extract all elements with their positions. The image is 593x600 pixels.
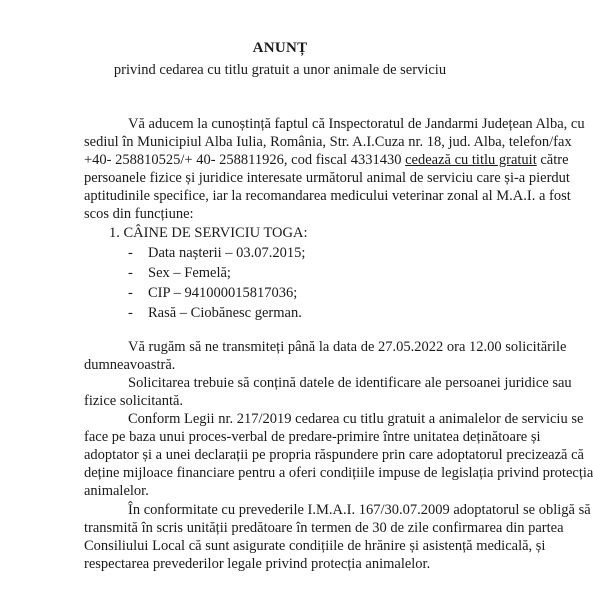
law-line-4: deține mijloace financiare pentru a oferi condițiile impuse de legislația privind protecția — [84, 465, 593, 481]
intro-emphasis-underlined: cedează cu titlu gratuit — [405, 152, 537, 168]
compliance-line-1: În conformitate cu prevederile I.M.A.I. 167/30.07.2009 adoptatorul se obligă să — [128, 502, 591, 518]
animal-detail-sex: Sex – Femelă; — [148, 265, 231, 281]
requirement-line-1: Solicitarea trebuie să conțină datele de identificare ale persoanei juridice sau — [128, 375, 572, 391]
intro-line-3 — [84, 152, 569, 169]
request-line-1: Vă rugăm să ne transmiteți până la data de 27.05.2022 ora 12.00 solicitările — [128, 339, 567, 355]
animal-heading: 1. CÂINE DE SERVICIU TOGA: — [109, 225, 308, 241]
law-line-1: Conform Legii nr. 217/2019 cedarea cu titlu gratuit a animalelor de serviciu se — [128, 411, 584, 427]
animal-detail-dash: - — [128, 285, 133, 301]
intro-line-2: sediul în Municipiul Alba Iulia, România, Str. A.I.Cuza nr. 18, jud. Alba, telefon/fax — [84, 134, 572, 150]
request-line-2: dumneavoastră. — [84, 357, 176, 373]
animal-detail-breed: Rasă – Ciobănesc german. — [148, 305, 302, 321]
intro-line-1: Vă aducem la cunoștință faptul că Inspectoratul de Jandarmi Județean Alba, cu — [128, 116, 585, 132]
document-subtitle: privind cedarea cu titlu gratuit a unor animale de serviciu — [113, 62, 447, 78]
compliance-line-4: respectarea prevederilor legale privind protecția animalelor. — [84, 556, 431, 572]
animal-detail-dash: - — [128, 265, 133, 281]
intro-line-5: aptitudinile specifice, iar la recomandarea medicului veterinar zonal al M.A.I. a fost — [84, 188, 571, 204]
animal-detail-dash: - — [128, 305, 133, 321]
intro-line-4: persoanele fizice și juridice interesate următorul animal de serviciu care și-a pierdut — [84, 170, 570, 186]
animal-detail-birthdate: Data nașterii – 03.07.2015; — [148, 245, 306, 261]
law-line-2: face pe baza unui proces-verbal de predare-primire între unitatea deținătoare și — [84, 429, 541, 445]
law-line-3: adoptator și a unei declarații pe propria răspundere prin care adoptatorul precizează că — [84, 447, 584, 463]
document-title: ANUNȚ — [252, 40, 308, 56]
intro-line-3-end: către — [536, 152, 569, 168]
intro-line-6: scos din funcțiune: — [84, 206, 194, 222]
law-line-5: animalelor. — [84, 483, 149, 499]
requirement-line-2: fizice solicitantă. — [84, 393, 184, 409]
animal-detail-cip: CIP – 941000015817036; — [148, 285, 298, 301]
animal-detail-dash: - — [128, 245, 133, 261]
compliance-line-2: transmită în scris unității predătoare în termen de 30 de zile confirmarea din partea — [84, 520, 564, 536]
compliance-line-3: Consiliului Local că sunt asigurate condițiile de hrănire și asistență medicală, și — [84, 538, 546, 554]
intro-line-3-start: +40- 258810525/+ 40- 258811926, cod fiscal 4331430 — [84, 152, 406, 168]
